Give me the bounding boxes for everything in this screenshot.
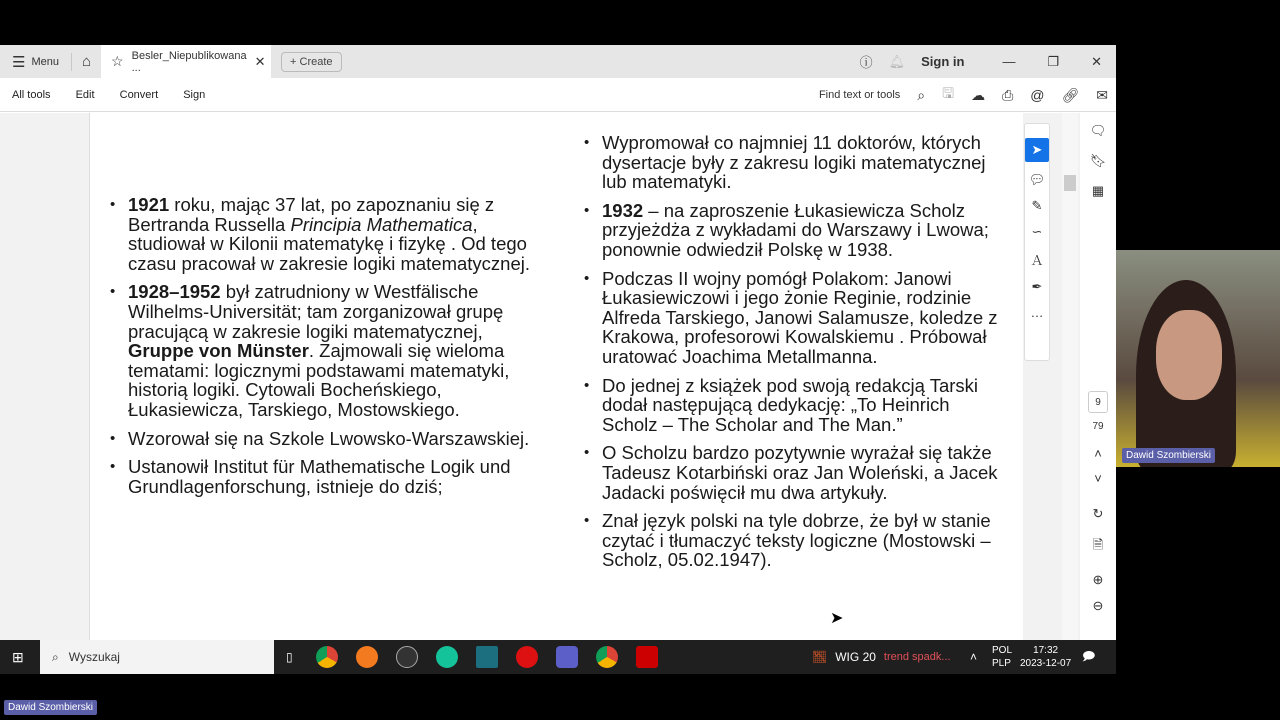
previous-page-icon[interactable]: ˄ <box>1094 446 1102 461</box>
bullet-item: • 1932 – na zaproszenie Łukasiewicza Scholz przyjeżdża z wykładami do Warszawy i Lwowa; ponownie odwiedził Polskę w 1938. <box>584 201 1004 260</box>
avast-icon[interactable] <box>356 646 378 668</box>
language-indicator[interactable] <box>992 644 1012 670</box>
text-recognition-icon[interactable]: Ａ <box>1030 253 1044 268</box>
right-column <box>584 133 1004 579</box>
print-icon[interactable]: ⎙ <box>1002 86 1014 103</box>
teams-icon[interactable] <box>556 646 578 668</box>
meeting-name-label: Dawid Szombierski <box>4 700 97 715</box>
stock-chart-icon: 📉︎ <box>812 650 828 664</box>
vertical-scrollbar[interactable] <box>1062 113 1078 640</box>
create-label: Create <box>299 55 333 68</box>
bookmarks-icon[interactable]: 🔖︎ <box>1089 153 1107 168</box>
share-user-icon[interactable]: @ <box>1030 87 1045 103</box>
grammarly-icon[interactable] <box>436 646 458 668</box>
bell-icon[interactable]: 🔔︎ <box>888 53 906 69</box>
right-panel <box>1080 113 1116 640</box>
close-tab-icon[interactable]: ✕ <box>254 53 266 69</box>
toolbar <box>0 78 1116 112</box>
tab-bar <box>0 45 1116 78</box>
widget-text: trend spadk... <box>883 651 951 663</box>
left-column <box>110 195 540 505</box>
comments-icon[interactable]: 🗨 <box>1089 123 1107 138</box>
bullet-item: • O Scholzu bardzo pozytywnie wyrażał się także Tadeusz Kotarbiński oraz Jan Woleński, a Jacek Jadacki poświęcił mu dwa artykuły. <box>584 443 1004 502</box>
bullet-item: • Do jednej z książek pod swoją redakcją Tarski dodał następującą dedykację: „To Heinrich Scholz – The Scholar and The Man.” <box>584 376 1004 435</box>
chrome-icon[interactable] <box>316 646 338 668</box>
close-icon[interactable]: ✕ <box>1091 53 1102 69</box>
convert-menu[interactable]: Convert <box>119 88 159 101</box>
widget-name: WIG 20 <box>835 650 876 664</box>
highlight-pen-icon[interactable]: ✎ <box>1031 198 1043 213</box>
hamburger-icon: ☰ <box>12 53 26 71</box>
sign-menu[interactable]: Sign <box>183 88 206 101</box>
participant-name-label: Dawid Szombierski <box>1122 448 1215 463</box>
restore-icon[interactable]: ❐ <box>1047 53 1060 69</box>
task-view-icon[interactable]: ▯ <box>286 650 293 664</box>
windows-start-icon[interactable]: ⊞ <box>12 648 24 665</box>
menu-label: Menu <box>31 55 59 68</box>
sign-pen-icon[interactable]: ✒ <box>1031 279 1043 294</box>
rotate-icon[interactable]: ↻ <box>1092 506 1104 521</box>
search-placeholder: Wyszukaj <box>68 650 120 664</box>
quick-tools-panel <box>1024 123 1050 361</box>
document-area <box>0 113 1116 640</box>
zoom-in-icon[interactable]: ⊕ <box>1092 572 1104 587</box>
page-fit-icon[interactable]: 🗎 <box>1092 537 1104 552</box>
help-icon[interactable]: ⓘ <box>859 55 873 70</box>
edit-menu[interactable]: Edit <box>75 88 95 101</box>
bullet-item: • Wzorował się na Szkole Lwowsko-Warszawskiej. <box>110 429 540 449</box>
star-icon[interactable]: ☆ <box>111 53 124 69</box>
create-button[interactable]: + Create <box>281 52 342 72</box>
page-number-input[interactable]: 9 <box>1088 391 1108 413</box>
chrome-icon[interactable] <box>596 646 618 668</box>
tab-title: Besler_Niepublikowana ... <box>131 49 247 74</box>
bullet-item: • Wypromował co najmniej 11 doktorów, których dysertacje były z zakresu logiki matematycznej lub matematyki. <box>584 133 1004 192</box>
acrobat-icon[interactable] <box>636 646 658 668</box>
acrobat-window <box>0 45 1116 640</box>
all-tools-menu[interactable]: All tools <box>12 88 51 101</box>
home-icon[interactable]: ⌂ <box>81 53 92 70</box>
bullet-item: • 1921 roku, mając 37 lat, po zapoznaniu się z Bertranda Russella Principia Mathematica, studiował w Kilonii matematykę i fizykę . Od tego czasu pracował w zakresie logiki matematycznej. <box>110 195 540 273</box>
bullet-item: • 1928–1952 był zatrudniony w Westfälische Wilhelms-Universität; tam zorganizował grupę pracującą w zakresie logiki matematycznej, Gruppe von Münster. Zajmowali się wieloma tematami: logicznymi podstawami matematyki, historią logiki. Cytowali Bocheńskiego, Łukasiewicza, Tarskiego, Mostowskiego. <box>110 282 540 419</box>
bullet-item: • Znał język polski na tyle dobrze, że był w stanie czytać i tłumaczyć teksty logiczne (Mostowski – Scholz, 05.02.1947). <box>584 511 1004 570</box>
thumbnails-icon[interactable]: ▦ <box>1091 183 1105 198</box>
document-tab[interactable] <box>101 45 271 78</box>
menu-button[interactable] <box>0 45 71 78</box>
obs-icon[interactable] <box>396 646 418 668</box>
search-icon: ⌕ <box>52 649 59 664</box>
lang-code: POL <box>992 645 1013 656</box>
app-icon[interactable] <box>476 646 498 668</box>
more-icon[interactable]: … <box>1030 305 1044 320</box>
find-text-button[interactable]: Find text or tools <box>818 89 901 101</box>
upload-cloud-icon[interactable]: ☁ <box>971 86 986 103</box>
link-icon[interactable]: 🔗︎ <box>1061 86 1080 103</box>
time: 17:32 <box>1033 645 1059 656</box>
scrollbar-thumb[interactable] <box>1064 175 1076 191</box>
clock[interactable] <box>1020 644 1071 670</box>
search-icon[interactable]: ⌕ <box>917 86 926 103</box>
bullet-item: • Podczas II wojny pomógł Polakom: Janowi Łukasiewiczowi i jego żonie Reginie, rodzinie Alfreda Tarskiego, Janowi Salamusze, koledze z Krakowa, profesorowi Kowalskiemu . Próbował uratować Joachima Metallmanna. <box>584 269 1004 367</box>
mouse-cursor-icon: ➤ <box>830 610 844 627</box>
opera-icon[interactable] <box>516 646 538 668</box>
notifications-icon[interactable]: 🗩 <box>1082 648 1096 663</box>
zoom-out-icon[interactable]: ⊖ <box>1092 598 1104 613</box>
bullet-item: • Ustanowił Institut für Mathematische Logik und Grundlagenforschung, istnieje do dziś; <box>110 457 540 496</box>
chevron-up-icon[interactable]: ˄ <box>970 650 978 664</box>
sign-in-button[interactable]: Sign in <box>921 54 965 69</box>
email-icon[interactable]: ✉ <box>1096 86 1108 103</box>
add-comment-icon[interactable]: 💬︎ <box>1028 172 1046 187</box>
next-page-icon[interactable]: ˅ <box>1094 471 1102 486</box>
date: 2023-12-07 <box>1020 658 1072 669</box>
select-cursor-icon[interactable]: ➤ <box>1025 138 1049 162</box>
taskbar-search[interactable] <box>40 640 274 674</box>
webcam-video <box>1116 250 1280 467</box>
layout-code: PLP <box>992 658 1011 669</box>
minimize-icon[interactable]: — <box>1002 54 1016 69</box>
page-total: 79 <box>1092 421 1104 432</box>
windows-taskbar <box>0 640 1116 674</box>
save-icon[interactable]: 🖫 <box>942 85 955 101</box>
stock-widget[interactable] <box>812 650 951 664</box>
draw-freehand-icon[interactable]: ∽ <box>1031 224 1043 239</box>
pdf-page <box>89 113 1023 640</box>
